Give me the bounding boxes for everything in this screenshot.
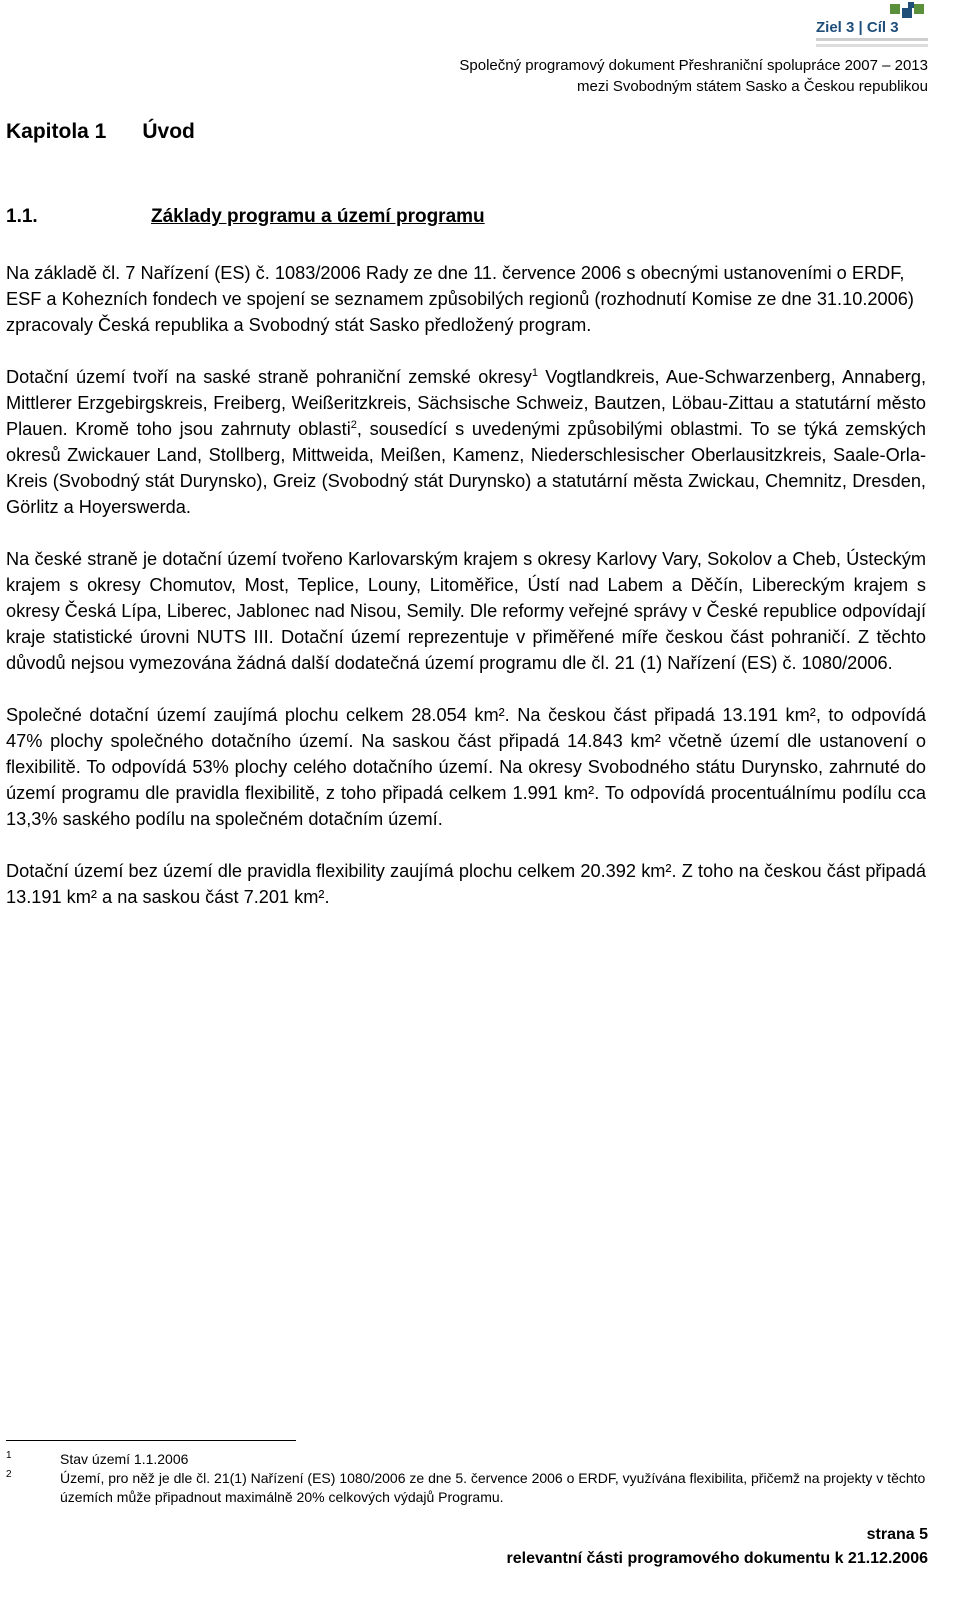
footer-document-title: relevantní části programového dokumentu k 21.12.2006 [506,1550,928,1567]
footnote-text: Stav území 1.1.2006 [60,1451,189,1467]
logo-text: Ziel 3 | Cíl 3 [816,19,899,36]
chapter-heading [6,120,195,144]
header-line-2: mezi Svobodným státem Sasko a Českou republikou [576,78,928,95]
section-number: 1.1. [6,206,38,227]
footnote-separator [6,1440,296,1441]
section-title: Základy programu a území programu [151,206,485,227]
paragraph-saxon-text-c: , sousedící s uvedenými způsobilými oblastmi. To se týká zemských okresů Zwickauer Land, Stollberg, Mittweida, Meißen, Kamenz, Niederschlesischer Oberlausitzkreis, Saale-Orla-Kreis (Svobodný stát Durynsko), Greiz (Svobodný stát Durynsko) a statutární města Zwickau, Chemnitz, Dresden, Görlitz a Hoyerswerda. [6,419,926,517]
paragraph-saxon-text-a: Dotační území tvoří na saské straně pohraniční zemské okresy [6,367,532,387]
body-text [6,260,926,936]
chapter-title: Úvod [142,120,195,143]
footnote [6,1450,926,1469]
footnote [6,1469,926,1507]
paragraph-saxon-territory [6,364,926,520]
footnote-ref-2: 2 [350,418,357,431]
footnote-mark: 1 [6,1450,12,1461]
paragraph-area-without-flexibility: Dotační území bez území dle pravidla flexibility zaujímá plochu celkem 20.392 km². Z toho na českou část připadá 13.191 km² a na saskou část 7.201 km². [6,861,926,907]
header-line-1: Společný programový dokument Přeshraniční spolupráce 2007 – 2013 [459,57,928,74]
program-logo [814,2,930,54]
paragraph-legal-basis: Na základě čl. 7 Nařízení (ES) č. 1083/2006 Rady ze dne 11. července 2006 s obecnými ustanoveními o ERDF, ESF a Kohezních fondech ve spojení se seznamem způsobilých regionů (rozhodnutí Komise ze dne 31.10.2006) zpracovaly Česká republika a Svobodný stát Sasko předložený program. [6,263,914,335]
document-header [459,55,928,97]
footnote-mark: 2 [6,1469,12,1480]
footnote-ref-1: 1 [531,366,538,379]
ziel3-logo-graphic [814,2,930,54]
footnote-text: Území, pro něž je dle čl. 21(1) Nařízení (ES) 1080/2006 ze dne 5. července 2006 o ERDF, využívána flexibilita, přičemž na projekty v těchto územích může připadnout maximálně 20% celkových výdajů Programu. [60,1470,926,1505]
page-number: strana 5 [866,1526,928,1543]
chapter-number: Kapitola 1 [6,120,107,143]
paragraph-saxon-text-b: Vogtlandkreis, Aue-Schwarzenberg, Annaberg, Mittlerer Erzgebirgskreis, Freiberg, Weißeritzkreis, Sächsische Schweiz, Bautzen, Löbau-Zittau a statutární město Plauen. Kromě toho jsou zahrnuty oblasti [6,367,926,439]
section-heading [6,206,485,228]
footnotes [6,1450,926,1507]
paragraph-czech-territory: Na české straně je dotační území tvořeno Karlovarským krajem s okresy Karlovy Vary, Sokolov a Cheb, Ústeckým krajem s okresy Chomutov, Most, Teplice, Louny, Litoměřice, Ústí nad Labem a Děčín, Libereckým krajem s okresy Česká Lípa, Liberec, Jablonec nad Nisou, Semily. Dle reformy veřejné správy v České republice odpovídají kraje statistické úrovni NUTS III. Dotační území reprezentuje v přiměřené míře českou část pohraničí. Z těchto důvodů nejsou vymezována žádná další dodatečná území programu dle čl. 21 (1) Nařízení (ES) č. 1080/2006. [6,549,926,673]
paragraph-area-totals: Společné dotační území zaujímá plochu celkem 28.054 km². Na českou část připadá 13.191 km², to odpovídá 47% plochy společného dotačního území. Na saskou část připadá 14.843 km² včetně území dle ustanovení o flexibilitě. To odpovídá 53% plochy celého dotačního území. Na okresy Svobodného státu Durynsko, zahrnuté do území programu dle pravidla flexibilitě, z toho připadá celkem 1.991 km². To odpovídá procentuálnímu podílu cca 13,3% saského podílu na společném dotačním území. [6,705,926,829]
